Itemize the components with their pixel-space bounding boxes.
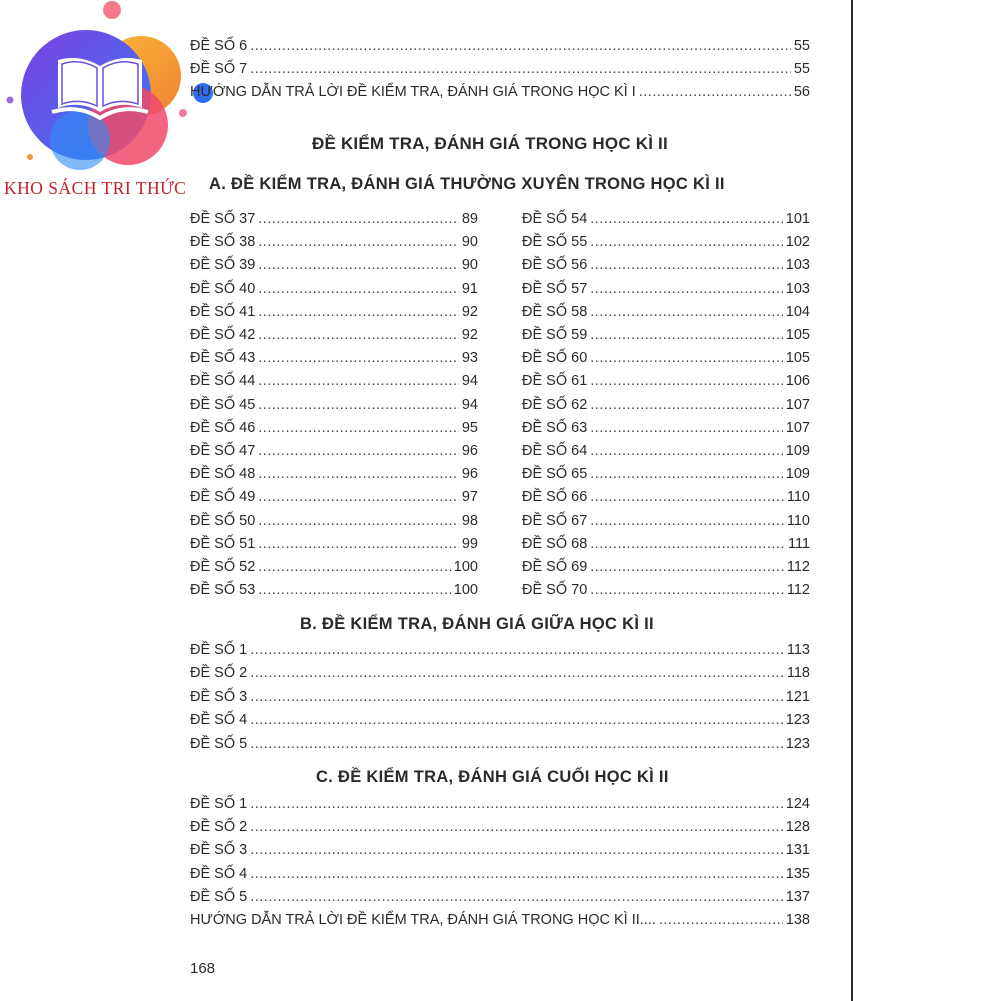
toc-entry [522, 419, 810, 437]
leader-dots [590, 233, 783, 251]
toc-entry [190, 233, 478, 251]
entry-page: 89 [461, 211, 478, 227]
section-b-title: B. ĐỀ KIỂM TRA, ĐÁNH GIÁ GIỮA HỌC KÌ II [300, 615, 654, 633]
entry-page: 118 [786, 665, 810, 682]
entry-page: 90 [461, 234, 478, 251]
entry-label: ĐỀ SỐ 1 [190, 796, 248, 812]
leader-dots [250, 735, 783, 753]
leader-dots [258, 512, 459, 530]
leader-dots [590, 210, 783, 228]
entry-page: 90 [461, 257, 478, 274]
leader-dots [250, 711, 783, 729]
toc-entry [522, 349, 810, 367]
entry-page: 112 [786, 582, 810, 599]
toc-entry [522, 442, 810, 460]
leader-dots [258, 465, 459, 483]
entry-page: 113 [786, 642, 810, 658]
entry-page: 128 [785, 819, 810, 836]
entry-label: ĐỀ SỐ 3 [190, 842, 248, 859]
toc-entry [190, 349, 478, 367]
toc-entry [190, 818, 810, 836]
entry-label: ĐỀ SỐ 65 [522, 466, 588, 483]
leader-dots [590, 303, 783, 321]
toc-entry [190, 280, 478, 298]
entry-label: ĐỀ SỐ 66 [522, 489, 588, 506]
toc-entry [190, 865, 810, 883]
entry-page: 95 [461, 419, 478, 436]
leader-dots [250, 37, 791, 55]
entry-label: ĐỀ SỐ 6 [190, 38, 248, 54]
entry-page: 103 [785, 280, 810, 297]
entry-label: ĐỀ SỐ 61 [522, 373, 588, 390]
entry-page: 104 [785, 303, 810, 320]
toc-entry [190, 372, 478, 390]
entry-label: ĐỀ SỐ 43 [190, 350, 256, 367]
entry-label: ĐỀ SỐ 4 [190, 865, 248, 882]
leader-dots [590, 535, 785, 553]
toc-entry [190, 60, 810, 78]
entry-label: ĐỀ SỐ 70 [522, 582, 588, 599]
entry-label: HƯỚNG DẪN TRẢ LỜI ĐỀ KIỂM TRA, ĐÁNH GIÁ TRONG HỌC KÌ II.... [190, 912, 656, 928]
entry-page: 111 [787, 535, 810, 552]
leader-dots [250, 60, 791, 78]
leader-dots [258, 372, 459, 390]
toc-entry [190, 396, 478, 414]
toc-entry [190, 442, 478, 460]
leader-dots [250, 888, 783, 906]
entry-label: ĐỀ SỐ 40 [190, 280, 256, 297]
page-border [851, 0, 853, 1001]
leader-dots [258, 280, 459, 298]
section-title: ĐỀ KIỂM TRA, ĐÁNH GIÁ TRONG HỌC KÌ II [312, 134, 668, 153]
section-c-title: C. ĐỀ KIỂM TRA, ĐÁNH GIÁ CUỐI HỌC KÌ II [316, 768, 669, 786]
entry-label: ĐỀ SỐ 7 [190, 61, 248, 77]
toc-entry [522, 210, 810, 228]
entry-page: 97 [461, 489, 478, 506]
entry-label: ĐỀ SỐ 58 [522, 303, 588, 320]
entry-page: 101 [785, 211, 810, 227]
leader-dots [258, 558, 451, 576]
leader-dots [590, 558, 784, 576]
toc-entry [522, 512, 810, 530]
entry-label: ĐỀ SỐ 60 [522, 350, 588, 367]
toc-entry [190, 303, 478, 321]
leader-dots [659, 911, 783, 929]
toc-entry [522, 303, 810, 321]
leader-dots [250, 818, 783, 836]
toc-entry [190, 641, 810, 659]
entry-page: 96 [461, 466, 478, 483]
toc-entry [522, 558, 810, 576]
toc-entry [190, 664, 810, 682]
leader-dots [590, 280, 783, 298]
leader-dots [258, 256, 459, 274]
toc-entry [190, 711, 810, 729]
leader-dots [258, 233, 459, 251]
entry-page: 131 [785, 842, 810, 859]
leader-dots [590, 349, 783, 367]
toc-entry [190, 488, 478, 506]
toc-entry [190, 326, 478, 344]
toc-entry [522, 535, 810, 553]
entry-label: ĐỀ SỐ 46 [190, 419, 256, 436]
section-a-title: A. ĐỀ KIỂM TRA, ĐÁNH GIÁ THƯỜNG XUYÊN TRONG HỌC KÌ II [209, 175, 725, 193]
leader-dots [590, 465, 783, 483]
entry-page: 105 [785, 327, 810, 343]
leader-dots [258, 396, 459, 414]
entry-page: 107 [785, 396, 810, 413]
entry-page: 123 [785, 735, 810, 752]
entry-page: 121 [785, 688, 810, 705]
leader-dots [590, 372, 783, 390]
leader-dots [250, 795, 783, 813]
entry-page: 109 [785, 466, 810, 483]
entry-label: ĐỀ SỐ 62 [522, 396, 588, 413]
entry-label: ĐỀ SỐ 38 [190, 234, 256, 251]
leader-dots [590, 512, 784, 530]
toc-entry [522, 396, 810, 414]
entry-page: 124 [785, 796, 810, 812]
entry-label: ĐỀ SỐ 55 [522, 234, 588, 251]
entry-page: 110 [786, 489, 810, 506]
entry-page: 56 [793, 84, 810, 100]
leader-dots [258, 326, 459, 344]
toc-entry [190, 888, 810, 906]
entry-label: ĐỀ SỐ 4 [190, 712, 248, 729]
toc-entry [190, 210, 478, 228]
toc-entry [190, 558, 478, 576]
entry-page: 105 [785, 350, 810, 367]
leader-dots [250, 865, 783, 883]
entry-page: 109 [785, 443, 810, 459]
entry-label: ĐỀ SỐ 47 [190, 443, 256, 459]
toc-entry [522, 581, 810, 599]
entry-label: ĐỀ SỐ 69 [522, 559, 588, 575]
entry-page: 110 [786, 512, 810, 529]
entry-label: ĐỀ SỐ 54 [522, 211, 588, 227]
toc-entry [522, 465, 810, 483]
entry-label: ĐỀ SỐ 50 [190, 512, 256, 529]
toc-entry [522, 488, 810, 506]
entry-page: 92 [461, 327, 478, 343]
entry-label: ĐỀ SỐ 5 [190, 735, 248, 752]
entry-page: 103 [785, 257, 810, 274]
leader-dots [258, 581, 451, 599]
leader-dots [250, 664, 784, 682]
toc-entry [190, 535, 478, 553]
entry-label: ĐỀ SỐ 41 [190, 303, 256, 320]
leader-dots [590, 326, 783, 344]
entry-page: 100 [453, 559, 478, 575]
toc-entry [522, 256, 810, 274]
leader-dots [258, 210, 459, 228]
leader-dots [258, 442, 459, 460]
toc-entry [190, 256, 478, 274]
entry-label: ĐỀ SỐ 67 [522, 512, 588, 529]
entry-page: 91 [461, 280, 478, 297]
entry-label: ĐỀ SỐ 2 [190, 665, 248, 682]
entry-label: ĐỀ SỐ 64 [522, 443, 588, 459]
toc-entry [190, 841, 810, 859]
entry-label: ĐỀ SỐ 57 [522, 280, 588, 297]
toc-entry [522, 372, 810, 390]
entry-label: ĐỀ SỐ 2 [190, 819, 248, 836]
entry-label: ĐỀ SỐ 5 [190, 888, 248, 905]
entry-page: 106 [785, 373, 810, 390]
entry-page: 92 [461, 303, 478, 320]
leader-dots [590, 256, 783, 274]
brand-name: KHO SÁCH TRI THỨC [4, 178, 187, 198]
entry-page: 100 [453, 582, 478, 599]
entry-page: 55 [793, 38, 810, 54]
toc-entry [522, 326, 810, 344]
toc-entry [190, 37, 810, 55]
entry-label: ĐỀ SỐ 51 [190, 535, 256, 552]
leader-dots [590, 419, 783, 437]
leader-dots [250, 688, 783, 706]
entry-label: ĐỀ SỐ 42 [190, 327, 256, 343]
entry-label: ĐỀ SỐ 3 [190, 688, 248, 705]
toc-entry [522, 233, 810, 251]
leader-dots [258, 303, 459, 321]
entry-label: ĐỀ SỐ 49 [190, 489, 256, 506]
leader-dots [258, 488, 459, 506]
entry-page: 135 [785, 865, 810, 882]
toc-entry [190, 465, 478, 483]
toc-entry [190, 688, 810, 706]
entry-page: 93 [461, 350, 478, 367]
entry-page: 94 [461, 373, 478, 390]
entry-label: ĐỀ SỐ 48 [190, 466, 256, 483]
entry-label: ĐỀ SỐ 45 [190, 396, 256, 413]
entry-label: ĐỀ SỐ 39 [190, 257, 256, 274]
entry-label: ĐỀ SỐ 1 [190, 642, 248, 658]
entry-page: 138 [785, 912, 810, 928]
entry-page: 107 [785, 419, 810, 436]
leader-dots [590, 488, 784, 506]
entry-page: 96 [461, 443, 478, 459]
toc-entry [190, 512, 478, 530]
entry-label: ĐỀ SỐ 63 [522, 419, 588, 436]
leader-dots [250, 841, 783, 859]
entry-label: ĐỀ SỐ 56 [522, 257, 588, 274]
leader-dots [258, 419, 459, 437]
page-number: 168 [190, 960, 216, 977]
leader-dots [590, 581, 784, 599]
entry-page: 98 [461, 512, 478, 529]
toc-entry [190, 581, 478, 599]
toc-entry [190, 911, 810, 929]
entry-page: 137 [785, 888, 810, 905]
entry-page: 102 [785, 234, 810, 251]
leader-dots [258, 535, 459, 553]
entry-label: ĐỀ SỐ 59 [522, 327, 588, 343]
leader-dots [590, 442, 783, 460]
entry-label: ĐỀ SỐ 52 [190, 559, 256, 575]
entry-page: 112 [786, 559, 810, 575]
open-book-logo-icon [0, 0, 225, 205]
toc-entry [190, 735, 810, 753]
entry-page: 99 [461, 535, 478, 552]
leader-dots [258, 349, 459, 367]
leader-dots [590, 396, 783, 414]
entry-page: 55 [793, 61, 810, 77]
entry-label: ĐỀ SỐ 44 [190, 373, 256, 390]
toc-entry [190, 419, 478, 437]
entry-label: ĐỀ SỐ 68 [522, 535, 588, 552]
entry-label: ĐỀ SỐ 37 [190, 211, 256, 227]
entry-page: 123 [785, 712, 810, 729]
toc-entry [190, 83, 810, 101]
leader-dots [250, 641, 784, 659]
leader-dots [639, 83, 791, 101]
toc-entry [522, 280, 810, 298]
entry-page: 94 [461, 396, 478, 413]
entry-label: ĐỀ SỐ 53 [190, 582, 256, 599]
toc-entry [190, 795, 810, 813]
entry-label: HƯỚNG DẪN TRẢ LỜI ĐỀ KIỂM TRA, ĐÁNH GIÁ TRONG HỌC KÌ I [190, 84, 636, 100]
